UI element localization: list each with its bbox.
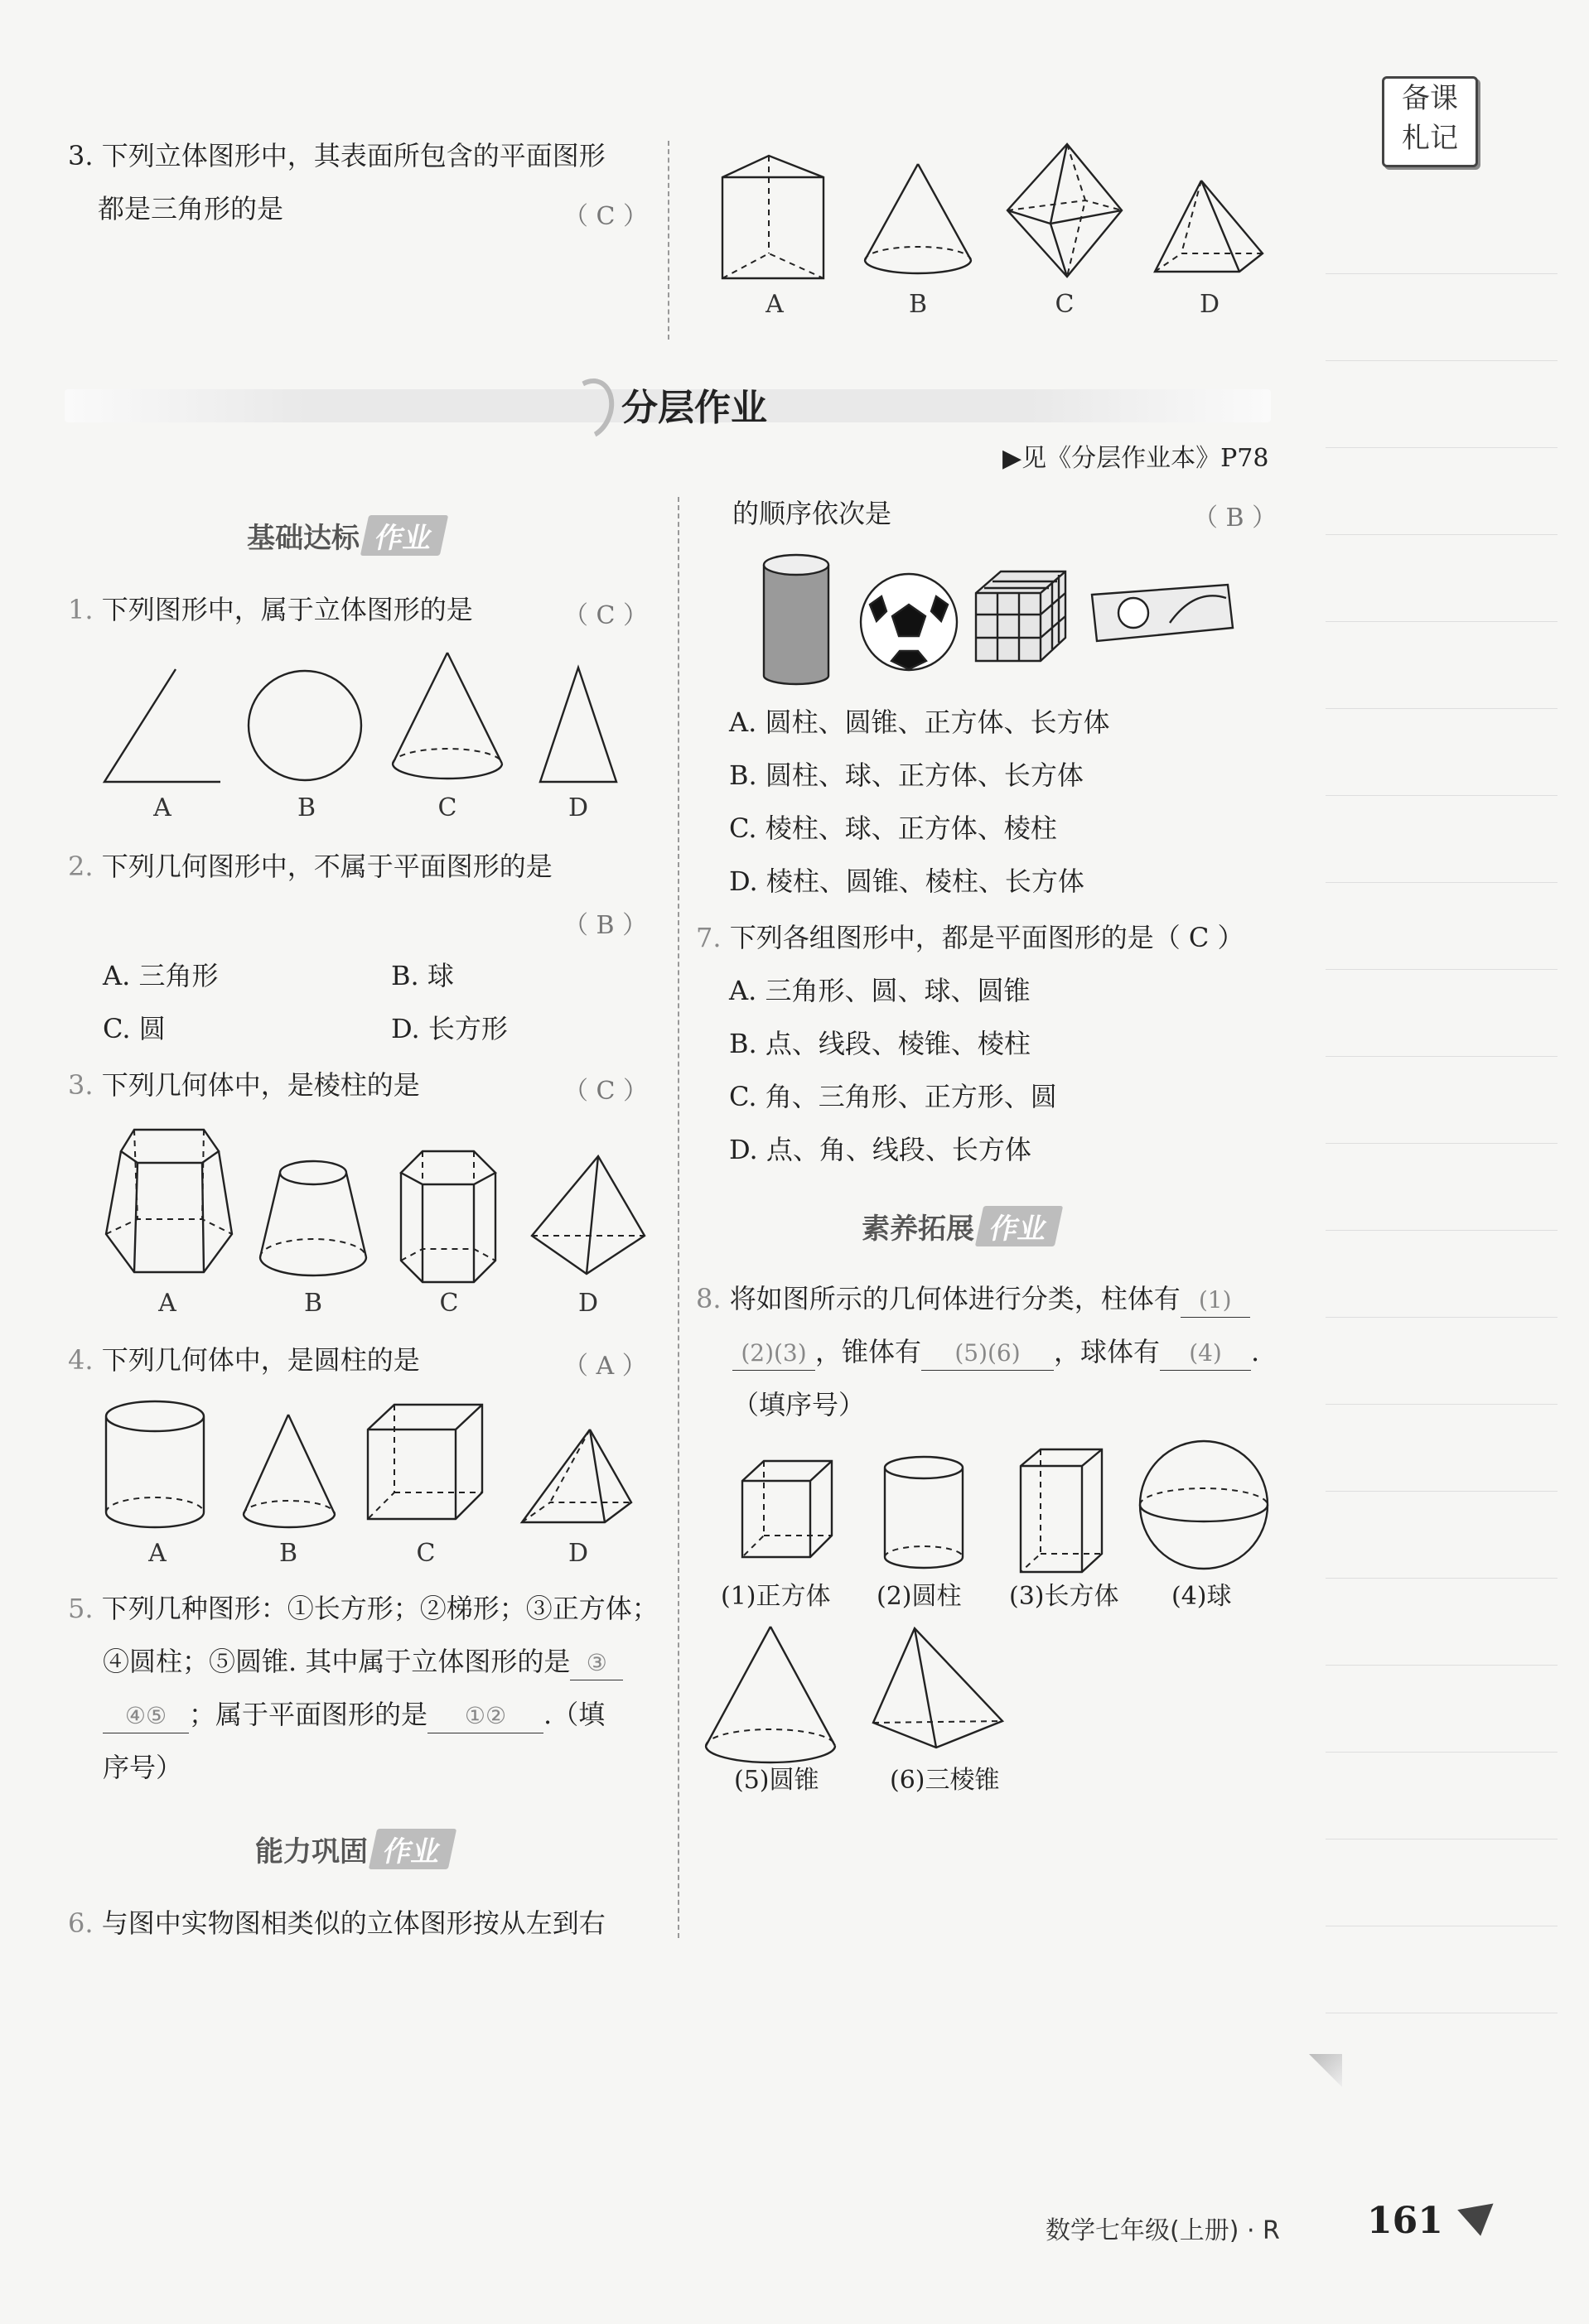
q5-text1: 下列几种图形：①长方形；②梯形；③正方体； (101, 1593, 659, 1624)
q1-label-c: C (437, 793, 457, 822)
q8-shape-triangular-pyramid (870, 1625, 1006, 1751)
q5-blank2[interactable]: ①② (427, 1700, 543, 1733)
q8-mid1: ，锥体有 (815, 1336, 922, 1367)
q8-blank1b[interactable]: (2)(3) (732, 1337, 815, 1371)
q5-text3: ；属于平面图形的是 (189, 1699, 428, 1730)
q1-number: 1. (68, 594, 94, 625)
corner-badge (1382, 76, 1478, 167)
top-divider (668, 141, 669, 340)
q7-option-b: B. 点、线段、棱锥、棱柱 (729, 1028, 1031, 1059)
q7-line (696, 921, 1244, 954)
page-corner-decoration (1309, 2054, 1342, 2087)
corner-badge-line2: 札记 (1402, 122, 1458, 155)
q1-text: 下列图形中，属于立体图形的是 (101, 594, 473, 625)
page-number: 161 (1367, 2200, 1443, 2242)
q2-option-c: C. 圆 (103, 1013, 166, 1044)
q6-option-c: C. 棱柱、球、正方体、棱柱 (729, 812, 1057, 844)
q3-shape-pyramid (529, 1153, 648, 1279)
q2-line (68, 850, 553, 883)
top-q3-line2: 都是三角形的是 (98, 193, 284, 224)
footer-book-title: 数学七年级(上册) · R (1046, 2216, 1280, 2245)
q2-number: 2. (68, 851, 94, 882)
q1-shape-circle (245, 668, 366, 785)
q2-option-b: B. 球 (391, 960, 454, 991)
top-label-d: D (1199, 290, 1220, 319)
q8-label-2: (2)圆柱 (877, 1582, 962, 1611)
q5-number: 5. (68, 1593, 94, 1624)
badge-ability-tag: 作业 (369, 1829, 456, 1869)
q8-blank2[interactable]: (5)(6) (921, 1337, 1054, 1371)
q8-mid2: ，球体有 (1054, 1336, 1161, 1367)
q1-shape-triangle (101, 666, 225, 784)
q5-blank1a[interactable]: ③ (570, 1647, 623, 1680)
q6-text: 与图中实物图相类似的立体图形按从左到右 (101, 1907, 606, 1939)
q3-label-b: B (303, 1289, 323, 1318)
q6-option-b: B. 圆柱、球、正方体、长方体 (729, 759, 1084, 791)
top-label-c: C (1055, 290, 1075, 319)
q8-label-5: (5)圆锥 (734, 1766, 819, 1795)
q2-option-d: D. 长方形 (391, 1013, 508, 1044)
q4-label-b: B (278, 1539, 298, 1568)
q7-option-d: D. 点、角、线段、长方体 (729, 1134, 1031, 1165)
q5-line2 (103, 1645, 623, 1680)
q4-answer: （ A ） (563, 1352, 647, 1381)
q8-label-6: (6)三棱锥 (890, 1766, 1000, 1795)
q8-label-4: (4)球 (1171, 1582, 1232, 1611)
q8-end: . (1251, 1336, 1260, 1367)
q6-photo-cube (973, 568, 1069, 664)
q8-shape-cuboid (1017, 1446, 1105, 1577)
q3-answer: （ C ） (563, 1077, 649, 1106)
top-label-b: B (908, 290, 928, 319)
q4-shape-pyramid (519, 1426, 635, 1526)
q7-number: 7. (696, 922, 722, 953)
badge-basic-tag: 作业 (360, 515, 448, 556)
top-shape-pyramid (1152, 179, 1268, 278)
badge-ability-main: 能力巩固 (255, 1835, 368, 1868)
q6-photo-pencilbox (1087, 580, 1236, 646)
q2-answer: （ B ） (563, 911, 648, 940)
q1-answer: （ C ） (563, 601, 649, 630)
badge-basic (247, 515, 444, 556)
q3-shape-frustum (257, 1158, 369, 1279)
q5-text3-end: .（填 (543, 1699, 606, 1730)
q6-line (68, 1907, 606, 1940)
q7-option-c: C. 角、三角形、正方形、圆 (729, 1081, 1057, 1112)
q4-shape-cube (365, 1401, 485, 1522)
q8-text1: 将如图所示的几何体进行分类，柱体有 (729, 1283, 1181, 1314)
q5-line3 (103, 1698, 605, 1733)
q8-shape-sphere (1137, 1438, 1271, 1572)
q3-label-d: D (577, 1289, 599, 1318)
q1-label-d: D (568, 793, 589, 822)
q4-text: 下列几何体中，是圆柱的是 (101, 1344, 420, 1376)
q4-label-d: D (568, 1539, 589, 1568)
q3-number: 3. (68, 1069, 94, 1101)
reference-note: ▶见《分层作业本》P78 (1002, 444, 1269, 473)
corner-badge-line1: 备课 (1402, 82, 1458, 115)
q6-option-d: D. 棱柱、圆锥、棱柱、长方体 (729, 865, 1084, 897)
q3-shape-frustum-prism (103, 1126, 235, 1277)
q1-label-a: A (153, 793, 171, 822)
q4-label-c: C (416, 1539, 436, 1568)
q1-shape-cone (389, 651, 505, 784)
q8-shape-cylinder (881, 1454, 966, 1574)
top-shape-octahedron (1002, 142, 1127, 283)
q3-text: 下列几何体中，是棱柱的是 (101, 1069, 420, 1101)
q2-text: 下列几何图形中，不属于平面图形的是 (101, 851, 553, 882)
q4-number: 4. (68, 1344, 94, 1376)
q2-option-a: A. 三角形 (103, 960, 219, 991)
q8-label-3: (3)长方体 (1009, 1582, 1119, 1611)
q5-blank1b[interactable]: ④⑤ (103, 1700, 189, 1733)
section-title: 分层作业 (621, 387, 767, 429)
q1-label-b: B (297, 793, 316, 822)
q6-photo-cup (761, 552, 832, 686)
section-arc-icon (556, 371, 622, 446)
q4-shape-cone (240, 1413, 338, 1531)
q3-label-c: C (439, 1289, 459, 1318)
top-q3-answer: （ C ） (563, 202, 649, 231)
badge-ability (255, 1829, 452, 1869)
q8-line3: （填序号） (732, 1389, 866, 1420)
q7-option-a: A. 三角形、圆、球、圆锥 (729, 975, 1031, 1006)
q3-line (68, 1068, 420, 1102)
q6-number: 6. (68, 1907, 94, 1939)
q5-line4: 序号） (103, 1752, 183, 1783)
q8-label-1: (1)正方体 (721, 1582, 831, 1611)
q8-blank1a[interactable]: (1) (1181, 1284, 1250, 1318)
q7-text: 下列各组图形中，都是平面图形的是（ C ） (729, 922, 1244, 953)
badge-literacy (862, 1206, 1059, 1246)
footer-arrow-icon (1457, 2203, 1499, 2239)
q5-text2: ④圆柱；⑤圆锥. 其中属于立体图形的是 (103, 1646, 571, 1677)
q1-line (68, 593, 473, 626)
q8-shape-cube (739, 1458, 835, 1560)
q6-photo-ball (858, 571, 959, 673)
q8-number: 8. (696, 1283, 722, 1314)
q3-label-a: A (158, 1289, 176, 1318)
top-q3-line1: 3. 下列立体图形中，其表面所包含的平面图形 (68, 140, 606, 171)
top-shape-cone (862, 162, 974, 278)
q8-blank3[interactable]: (4) (1160, 1337, 1251, 1371)
q1-shape-isosceles (537, 666, 620, 784)
q4-shape-cylinder (103, 1398, 207, 1534)
column-divider (678, 497, 679, 1938)
top-shape-prism (719, 154, 827, 287)
q4-label-a: A (148, 1539, 167, 1568)
q8-line1 (696, 1282, 1250, 1318)
q5-line1 (68, 1592, 659, 1625)
badge-basic-main: 基础达标 (247, 522, 360, 555)
q8-line2 (732, 1335, 1259, 1371)
badge-literacy-tag: 作业 (975, 1206, 1063, 1246)
badge-literacy-main: 素养拓展 (862, 1213, 974, 1246)
q4-line (68, 1343, 420, 1377)
q6-answer: （ B ） (1193, 504, 1277, 533)
q3-shape-hex-prism (398, 1148, 499, 1285)
q6-option-a: A. 圆柱、圆锥、正方体、长方体 (729, 706, 1110, 738)
q6-continued: 的顺序依次是 (732, 498, 892, 529)
q8-shape-cone (703, 1623, 838, 1766)
top-label-a: A (766, 290, 784, 319)
